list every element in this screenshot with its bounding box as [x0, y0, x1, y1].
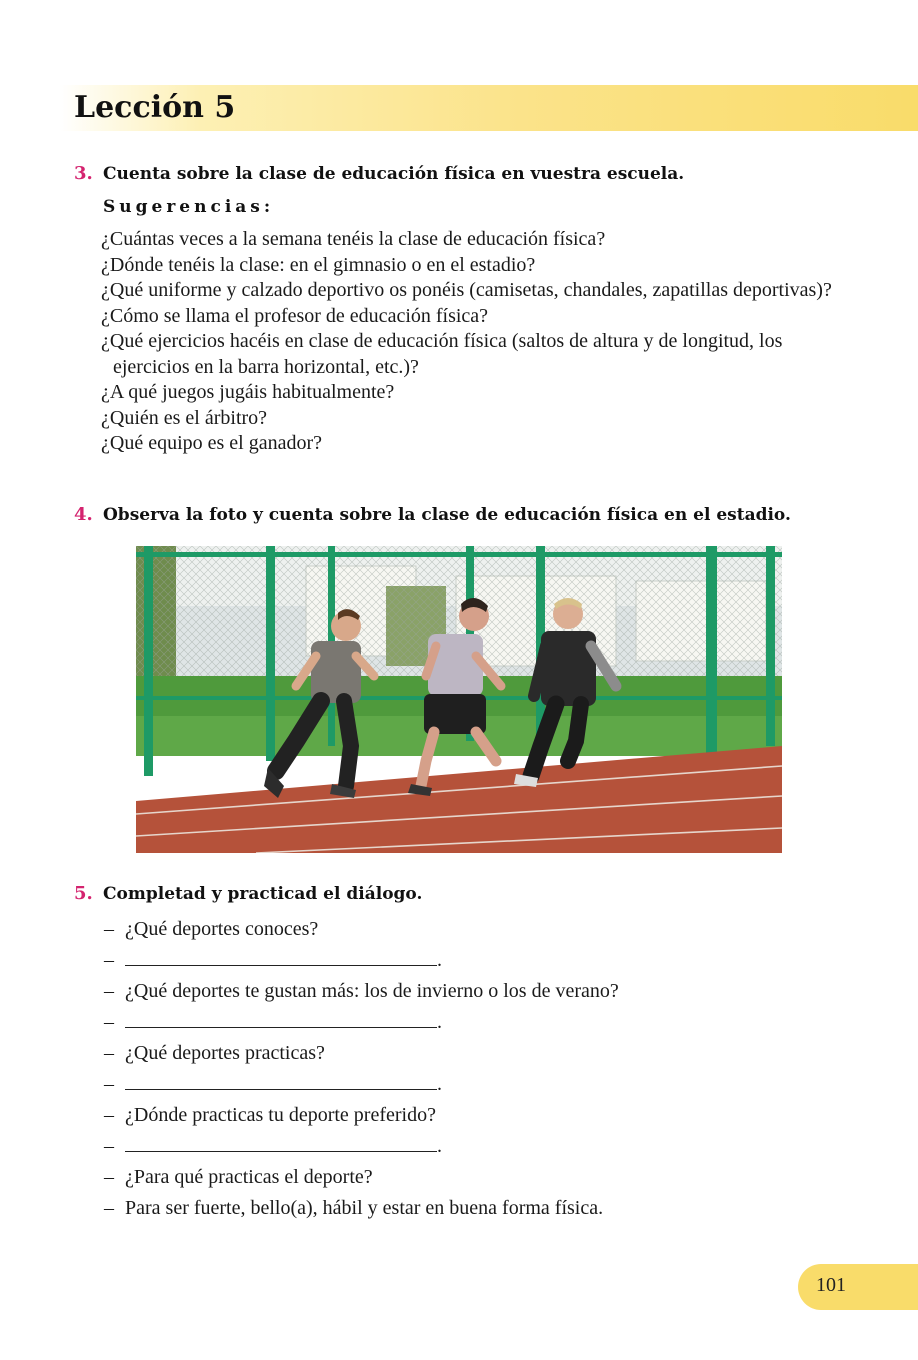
- exercise-3-instruction: Cuenta sobre la clase de educación física en vuestra escuela.: [103, 164, 685, 184]
- answer-blank[interactable]: [125, 947, 437, 966]
- question-item: ¿Cómo se llama el profesor de educación física?: [101, 304, 489, 327]
- dash: –: [104, 1104, 114, 1126]
- question-item: ¿A qué juegos jugáis habitualmente?: [101, 381, 395, 403]
- dialog-line: [104, 1162, 824, 1193]
- dash: –: [104, 1197, 114, 1219]
- stadium-photo: [136, 546, 782, 853]
- dialog-line: [104, 914, 824, 945]
- dash: –: [104, 1042, 114, 1064]
- dialog-line: [104, 1069, 824, 1100]
- dash: –: [104, 1011, 114, 1033]
- dialog-question: ¿Dónde practicas tu deporte preferido?: [125, 1104, 436, 1126]
- answer-blank[interactable]: [125, 1009, 437, 1028]
- lesson-title: Lección 5: [74, 90, 236, 125]
- dash: –: [104, 1135, 114, 1157]
- dash: –: [104, 1166, 114, 1188]
- dialog-question: ¿Para qué practicas el deporte?: [125, 1166, 373, 1188]
- dialog-line: [104, 976, 824, 1007]
- dialog-line: [104, 1038, 824, 1069]
- dialog-line: [104, 1007, 824, 1038]
- dialog-answer: Para ser fuerte, bello(a), hábil y estar en buena forma física.: [125, 1197, 604, 1219]
- dash: –: [104, 1073, 114, 1095]
- exercise-3-number: 3.: [74, 163, 93, 184]
- question-item: ¿Qué ejercicios hacéis en clase de educación física (saltos de altura y de longitud, los ejercicios en la barra horizontal, etc.)?: [101, 330, 783, 378]
- exercise-4-number: 4.: [74, 504, 93, 525]
- exercise-5-number: 5.: [74, 883, 93, 904]
- answer-blank[interactable]: [125, 1133, 437, 1152]
- dialog-line: [104, 1131, 824, 1162]
- question-item: ¿Qué uniforme y calzado deportivo os ponéis (camisetas, chandales, zapatillas deportivas)?: [101, 279, 832, 301]
- dialog-line: [104, 1100, 824, 1131]
- question-item: ¿Cuántas veces a la semana tenéis la clase de educación física?: [101, 228, 606, 250]
- question-item: ¿Dónde tenéis la clase: en el gimnasio o en el estadio?: [101, 253, 536, 276]
- dialog-list: [104, 914, 824, 1224]
- hints-heading: Sugerencias:: [103, 197, 275, 217]
- dash: –: [104, 918, 114, 940]
- dialog-line: [104, 945, 824, 976]
- question-list: [101, 227, 861, 457]
- blank-period: .: [437, 1135, 442, 1157]
- question-item: ¿Quién es el árbitro?: [101, 406, 268, 429]
- answer-blank[interactable]: [125, 1071, 437, 1090]
- blank-period: .: [437, 1011, 442, 1033]
- exercise-4-instruction: Observa la foto y cuenta sobre la clase de educación física en el estadio.: [103, 505, 791, 525]
- blank-period: .: [437, 1073, 442, 1095]
- page-number: 101: [816, 1274, 846, 1296]
- dialog-question: ¿Qué deportes practicas?: [125, 1042, 325, 1064]
- dialog-question: ¿Qué deportes conoces?: [125, 918, 319, 940]
- exercise-5-instruction: Completad y practicad el diálogo.: [103, 884, 423, 904]
- dash: –: [104, 980, 114, 1002]
- dash: –: [104, 949, 114, 971]
- dialog-line: [104, 1193, 824, 1224]
- blank-period: .: [437, 949, 442, 971]
- dialog-question: ¿Qué deportes te gustan más: los de invierno o los de verano?: [125, 980, 619, 1002]
- question-item: ¿Qué equipo es el ganador?: [101, 432, 323, 454]
